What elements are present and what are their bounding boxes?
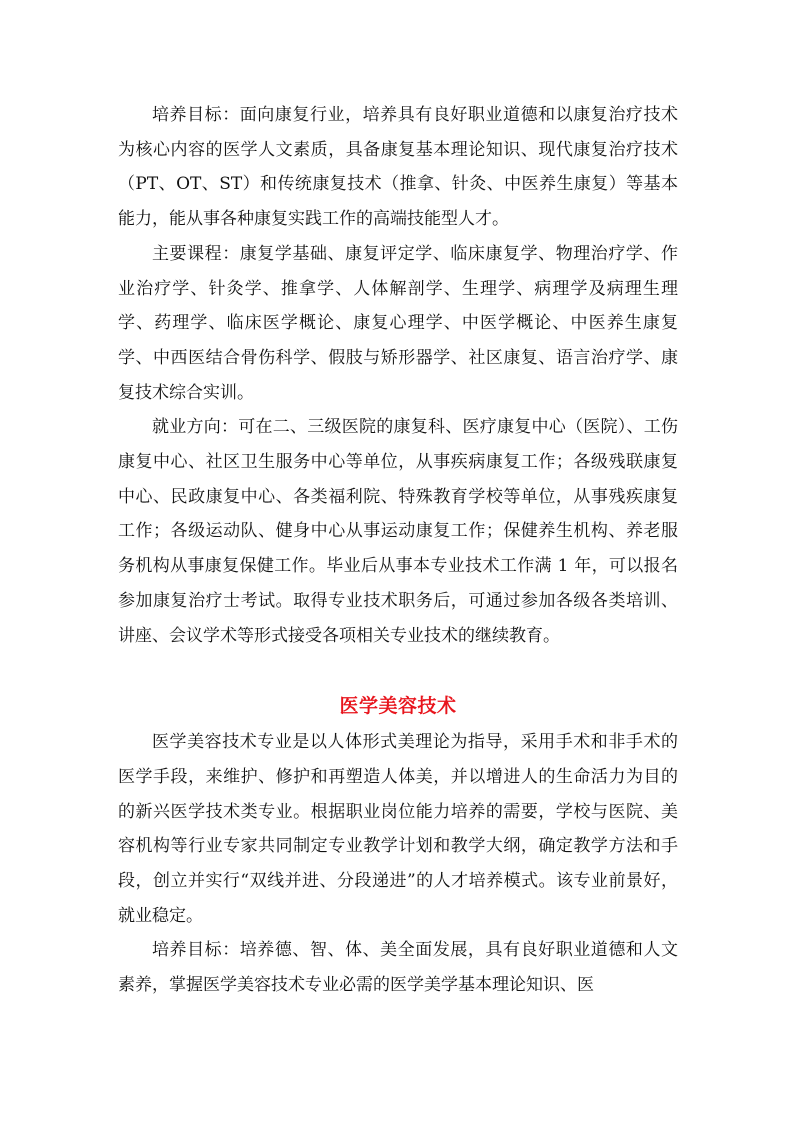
document-page (118, 98, 678, 1003)
rehab-goal-paragraph: 培养目标：面向康复行业，培养具有良好职业道德和以康复治疗技术为核心内容的医学人文素质，具备康复基本理论知识、现代康复治疗技术（PT、OT、ST）和传统康复技术（推拿、针灸、中医养生康复）等基本能力，能从事各种康复实践工作的高端技能型人才。 (118, 105, 678, 230)
section-spacer (118, 653, 678, 687)
beauty-intro-paragraph: 医学美容技术专业是以人体形式美理论为指导，采用手术和非手术的医学手段，来维护、修护和再塑造人体美，并以增进人的生命活力为目的的新兴医学技术类专业。根据职业岗位能力培养的需要，学校与医院、美容机构等行业专家共同制定专业教学计划和教学大纲，确定教学方法和手段，创立并实行“双线并进、分段递进”的人才培养模式。该专业前景好，就业稳定。 (118, 732, 678, 926)
beauty-goal-paragraph: 培养目标：培养德、智、体、美全面发展，具有良好职业道德和人文素养，掌握医学美容技术专业必需的医学美学基本理论知识、医 (118, 940, 678, 996)
rehab-employment-paragraph: 就业方向：可在二、三级医院的康复科、医疗康复中心（医院）、工伤康复中心、社区卫生服务中心等单位，从事疾病康复工作；各级残联康复中心、民政康复中心、各类福利院、特殊教育学校等单位，从事残疾康复工作；各级运动队、健身中心从事运动康复工作；保健养生机构、养老服务机构从事康复保健工作。毕业后从事本专业技术工作满 1 年，可以报名参加康复治疗士考试。取得专业技术职务后，可通过参加各级各类培训、讲座、会议学术等形式接受各项相关专业技术的继续教育。 (118, 417, 678, 646)
rehab-courses-paragraph: 主要课程：康复学基础、康复评定学、临床康复学、物理治疗学、作业治疗学、针灸学、推拿学、人体解剖学、生理学、病理学及病理生理学、药理学、临床医学概论、康复心理学、中医学概论、中医养生康复学、中西医结合骨伤科学、假肢与矫形器学、社区康复、语言治疗学、康复技术综合实训。 (118, 243, 678, 403)
section-title: 医学美容技术 (339, 695, 457, 718)
